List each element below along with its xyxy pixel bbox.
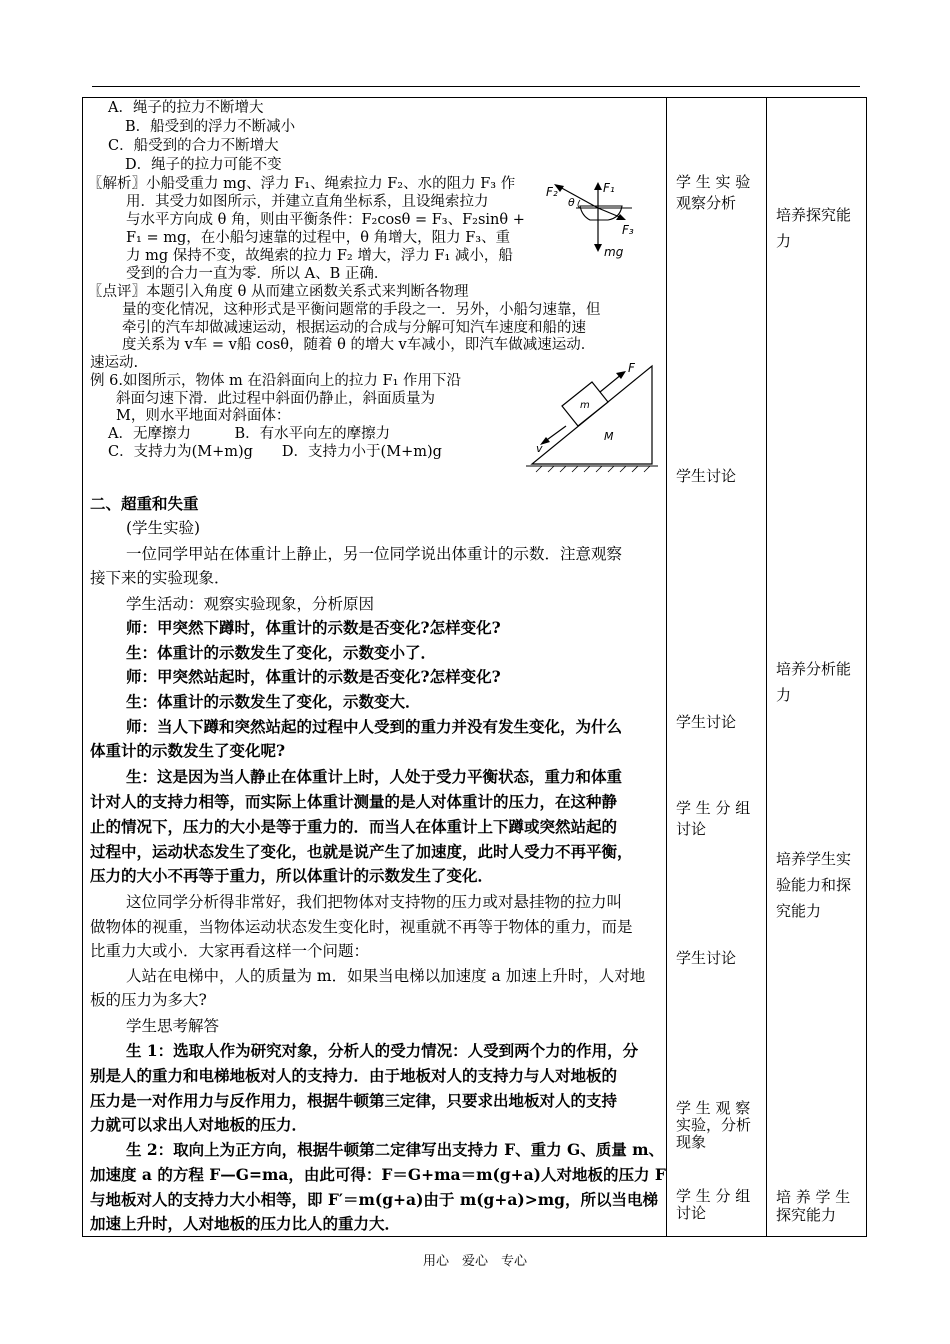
ex5-analysis-line: 力 mg 保持不变，故绳索的拉力 F₂ 增大，浮力 F₁ 减小，船 [126, 248, 513, 264]
ex5-comment-line: 度关系为 v车 = v船 cosθ，随着 θ 的增大 v车减小，即汽车做减速运动． [122, 337, 596, 353]
incline-diagram [522, 362, 662, 476]
goal-cell: 培 养 学 生探究能力 [776, 1188, 851, 1224]
ex5-option-b: B．船受到的浮力不断减小 [125, 119, 296, 135]
paragraph-line: 做物体的视重，当物体运动状态发生变化时，视重就不再等于物体的重力，而是 [90, 918, 633, 936]
boat-force-diagram [540, 178, 650, 260]
goal-cell: 培养分析能力 [776, 660, 852, 704]
ex5-analysis-line: 与水平方向成 θ 角，则由平衡条件：F₂cosθ = F₃、F₂sinθ + [126, 212, 525, 228]
ex5-analysis-line: F₁ = mg，在小船匀速靠的过程中，θ 角增大，阻力 F₃、重 [126, 230, 511, 246]
ex6-options-cd: C．支持力为(M+m)g D．支持力小于(M+m)g [108, 444, 442, 460]
student2-line: 与地板对人的支持力大小相等，即 F′＝m(g+a)由于 m(g+a)>mg，所以当电梯 [90, 1190, 658, 1209]
student2-line: 加速度 a 的方程 F—G=ma，由此可得：F＝G+ma＝m(g+a)人对地板的压力 F [90, 1165, 666, 1184]
label-f2: F₂ [546, 185, 558, 199]
paragraph-line: 学生思考解答 [126, 1017, 220, 1035]
lab-note: (学生实验) [126, 519, 201, 537]
ex6-stem-line: 斜面匀速下滑．此过程中斜面仍静止，斜面质量为 [116, 391, 435, 407]
column-divider-1 [666, 97, 667, 1237]
student-answer-line: 压力的大小不再等于重力，所以体重计的示数发生了变化． [90, 866, 494, 885]
ex5-option-a: A．绳子的拉力不断增大 [108, 100, 264, 116]
ex5-analysis-line: 用．其受力如图所示，并建立直角坐标系，且设绳索拉力 [126, 194, 489, 210]
student-answer-line: 止的情况下，压力的大小是等于重力的．而当人在体重计上下蹲或突然站起的 [90, 817, 618, 836]
ex5-comment-line: 牵引的汽车却做减速运动，根据运动的合成与分解可知汽车速度和船的速 [122, 320, 586, 336]
label-f3: F₃ [622, 223, 634, 237]
label-big-m: M [604, 430, 614, 443]
activity-cell: 学生讨论 [676, 467, 737, 485]
student-answer-line: 生：这是因为当人静止在体重计上时，人处于受力平衡状态，重力和体重 [126, 767, 623, 786]
column-divider-2 [766, 97, 767, 1237]
student1-line: 生 1：选取人作为研究对象，分析人的受力情况：人受到两个力的作用，分 [126, 1041, 639, 1060]
header-rule [92, 86, 860, 87]
activity-cell: 学生讨论 [676, 713, 737, 731]
ex5-comment-line: 〖点评〗本题引入角度 θ 从而建立函数关系式来判断各物理 [88, 284, 469, 300]
ex6-options-ab: A．无摩擦力 B．有水平向左的摩擦力 [108, 426, 391, 442]
student-answer-line: 计对人的支持力相等，而实际上体重计测量的是人对体重计的压力，在这种静 [90, 792, 618, 811]
label-mg: mg [604, 245, 624, 259]
goal-cell: 培养学生实验能力和探究能力 [776, 850, 852, 920]
ex5-analysis-line: 受到的合力一直为零．所以 A、B 正确． [126, 266, 389, 282]
teacher-question: 师：甲突然站起时，体重计的示数是否变化?怎样变化? [126, 667, 501, 686]
student1-line: 力就可以求出人对地板的压力． [90, 1115, 308, 1134]
activity-cell: 学 生 观 察实验，分析现象 [676, 1099, 752, 1151]
teacher-question: 师：当人下蹲和突然站起的过程中人受到的重力并没有发生变化，为什么 [126, 717, 623, 736]
ex5-comment-line: 量的变化情况，这种形式是平衡问题常的手段之一．另外，小船匀速靠，但 [122, 302, 601, 318]
student-answer: 生：体重计的示数发生了变化，示数变大． [126, 692, 421, 711]
paragraph-line: 接下来的实验现象． [90, 569, 230, 587]
paragraph-line: 人站在电梯中，人的质量为 m．如果当电梯以加速度 a 加速上升时，人对地 [126, 967, 646, 985]
activity-cell: 学生讨论 [676, 949, 737, 967]
ex6-stem-line: 例 6.如图所示，物体 m 在沿斜面向上的拉力 F₁ 作用下沿 [90, 373, 462, 389]
activity-cell: 学 生 分 组讨论 [676, 1187, 751, 1222]
activity-cell: 学 生 实 验观察分析 [676, 173, 751, 212]
page-footer: 用心 爱心 专心 [422, 1254, 527, 1269]
ex5-option-d: D．绳子的拉力可能不变 [125, 157, 282, 173]
student1-line: 压力是一对作用力与反作用力，根据牛顿第三定律，只要求出地板对人的支持 [90, 1091, 618, 1110]
activity-cell: 学 生 分 组讨论 [676, 799, 751, 838]
student-answer-line: 过程中，运动状态发生了变化，也就是说产生了加速度，此时人受力不再平衡， [90, 842, 633, 861]
teacher-question: 师：甲突然下蹲时，体重计的示数是否变化?怎样变化? [126, 618, 501, 637]
teacher-question: 体重计的示数发生了变化呢? [90, 741, 286, 760]
student2-line: 加速上升时，人对地板的压力比人的重力大． [90, 1214, 401, 1233]
section-heading: 二、超重和失重 [90, 494, 199, 513]
paragraph-line: 一位同学甲站在体重计上静止，另一位同学说出体重计的示数．注意观察 [126, 545, 623, 563]
paragraph-line: 板的压力为多大? [90, 991, 207, 1009]
label-f1: F₁ [603, 181, 615, 195]
ex5-option-c: C．船受到的合力不断增大 [108, 138, 279, 154]
student2-line: 生 2：取向上为正方向，根据牛顿第二定律写出支持力 F、重力 G、质量 m、 [126, 1140, 665, 1159]
paragraph-line: 比重力大或小．大家再看这样一个问题： [90, 942, 370, 960]
ex5-comment-line: 速运动. [90, 355, 139, 371]
student1-line: 别是人的重力和电梯地板对人的支持力．由于地板对人的支持力与人对地板的 [90, 1066, 618, 1085]
activity-line: 学生活动：观察实验现象，分析原因 [126, 595, 375, 613]
goal-cell: 培养探究能力 [776, 206, 852, 250]
ex6-stem-line: M，则水平地面对斜面体： [116, 408, 291, 424]
paragraph-line: 这位同学分析得非常好，我们把物体对支持物的压力或对悬挂物的拉力叫 [126, 893, 623, 911]
label-theta: θ [568, 196, 575, 209]
label-m: m [580, 400, 590, 411]
label-v: v [536, 442, 543, 455]
student-answer: 生：体重计的示数发生了变化，示数变小了． [126, 643, 437, 662]
ex5-analysis-line: 〖解析〗小船受重力 mg、浮力 F₁、绳索拉力 F₂、水的阻力 F₃ 作 [88, 176, 516, 192]
label-f: F [628, 362, 635, 375]
